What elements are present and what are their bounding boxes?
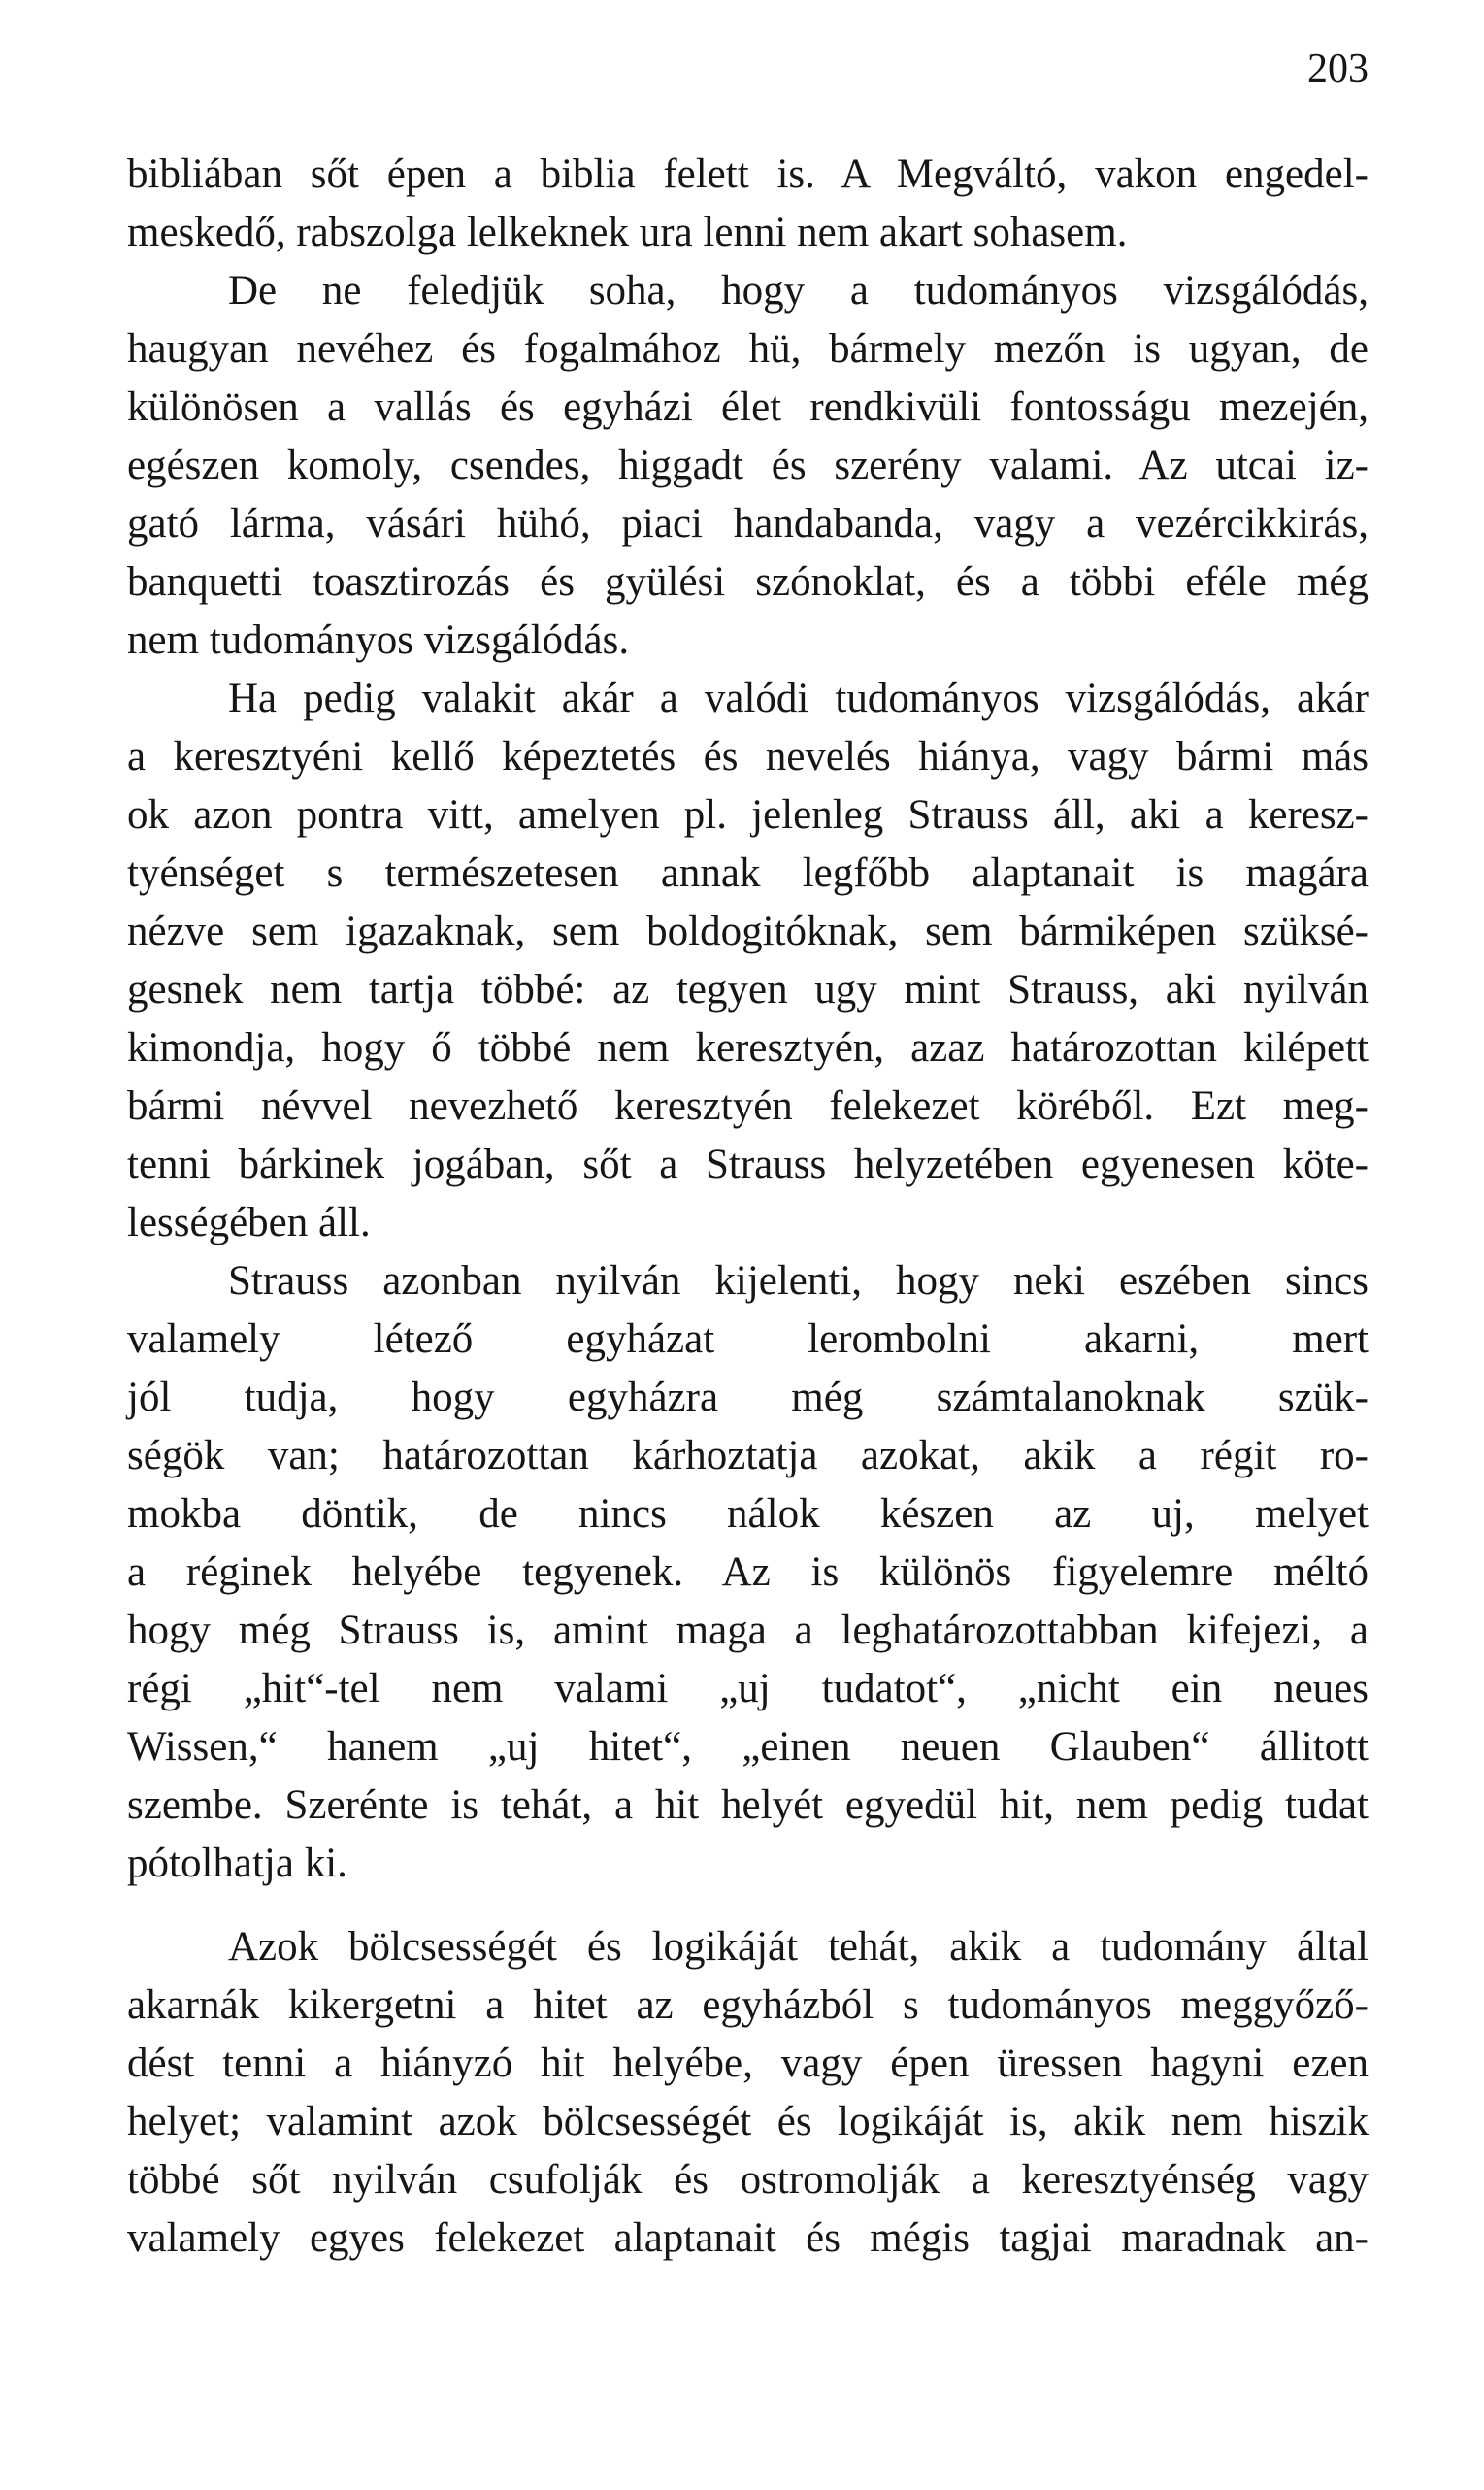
text-line: Wissen,“ hanem „uj hitet“, „einen neuen Glauben“ állitott — [127, 1724, 1369, 1770]
text-line: bármi névvel nevezhető keresztyén felekezet köréből. Ezt meg- — [127, 1083, 1369, 1129]
text-line: hogy még Strauss is, amint maga a leghatározottabban kifejezi, a — [127, 1608, 1369, 1653]
paragraph — [127, 670, 1369, 1252]
text-line: a keresztyéni kellő képeztetés és nevelés hiánya, vagy bármi más — [127, 734, 1369, 780]
text-line: egészen komoly, csendes, higgadt és szerény valami. Az utcai iz- — [127, 443, 1369, 488]
text-line: Ha pedig valakit akár a valódi tudományos vizsgálódás, akár — [228, 676, 1369, 721]
text-line: gató lárma, vásári hühó, piaci handabanda, vagy a vezércikkirás, — [127, 501, 1369, 547]
body-text — [127, 146, 1369, 2268]
text-line: De ne feledjük soha, hogy a tudományos vizsgálódás, — [228, 268, 1369, 314]
text-line: kimondja, hogy ő többé nem keresztyén, azaz határozottan kilépett — [127, 1025, 1369, 1071]
text-line: bibliában sőt épen a biblia felett is. A Megváltó, vakon engedel- — [127, 151, 1369, 197]
paragraph-gap — [127, 1893, 1369, 1918]
text-line: Strauss azonban nyilván kijelenti, hogy neki eszében sincs — [228, 1258, 1369, 1304]
text-line: haugyan nevéhez és fogalmához hü, bármely mezőn is ugyan, de — [127, 326, 1369, 372]
text-line: nem tudományos vizsgálódás. — [127, 617, 630, 663]
text-line: ségök van; határozottan kárhoztatja azokat, akik a régit ro- — [127, 1433, 1369, 1478]
text-line: lességében áll. — [127, 1200, 371, 1245]
text-line: valamely létező egyházat lerombolni akarni, mert — [127, 1316, 1369, 1362]
text-line: különösen a vallás és egyházi élet rendkivüli fontosságu mezején, — [127, 384, 1369, 430]
text-line: Azok bölcsességét és logikáját tehát, akik a tudomány által — [228, 1924, 1369, 1970]
text-line: gesnek nem tartja többé: az tegyen ugy mint Strauss, aki nyilván — [127, 967, 1369, 1013]
text-line: banquetti toasztirozás és gyülési szónoklat, és a többi eféle még — [127, 559, 1369, 605]
text-line: helyet; valamint azok bölcsességét és logikáját is, akik nem hiszik — [127, 2099, 1369, 2144]
text-line: ok azon pontra vitt, amelyen pl. jelenleg Strauss áll, aki a keresz- — [127, 792, 1369, 838]
text-line: a réginek helyébe tegyenek. Az is különös figyelemre méltó — [127, 1549, 1369, 1595]
text-line: valamely egyes felekezet alaptanait és mégis tagjai maradnak an- — [127, 2215, 1369, 2261]
text-line: mokba döntik, de nincs nálok készen az uj, melyet — [127, 1491, 1369, 1537]
text-line: tyénséget s természetesen annak legfőbb alaptanait is magára — [127, 850, 1369, 896]
text-line: meskedő, rabszolga lelkeknek ura lenni nem akart sohasem. — [127, 210, 1128, 255]
text-line: régi „hit“-tel nem valami „uj tudatot“, „nicht ein neues — [127, 1666, 1369, 1711]
text-line: többé sőt nyilván csufolják és ostromolják a keresztyénség vagy — [127, 2157, 1369, 2203]
paragraph — [127, 1918, 1369, 2268]
text-line: nézve sem igazaknak, sem boldogitóknak, sem bármiképen szüksé- — [127, 909, 1369, 954]
paragraph — [127, 262, 1369, 670]
text-line: pótolhatja ki. — [127, 1841, 347, 1886]
paragraph — [127, 1252, 1369, 1893]
page-number: 203 — [1307, 47, 1369, 91]
paragraph — [127, 146, 1369, 262]
text-line: szembe. Szerénte is tehát, a hit helyét egyedül hit, nem pedig tudat — [127, 1782, 1369, 1828]
text-line: tenni bárkinek jogában, sőt a Strauss helyzetében egyenesen köte- — [127, 1142, 1369, 1187]
text-line: jól tudja, hogy egyházra még számtalanoknak szük- — [127, 1375, 1369, 1420]
text-line: dést tenni a hiányzó hit helyébe, vagy épen üressen hagyni ezen — [127, 2041, 1369, 2086]
text-line: akarnák kikergetni a hitet az egyházból s tudományos meggyőző- — [127, 1982, 1369, 2028]
